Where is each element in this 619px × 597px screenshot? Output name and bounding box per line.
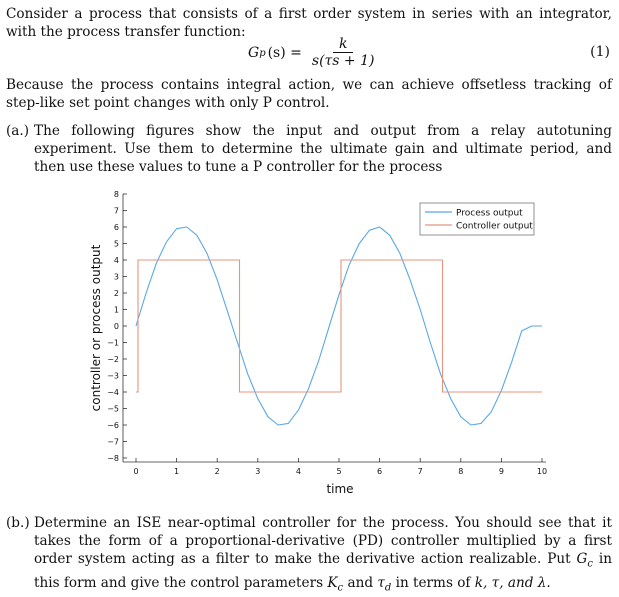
y-ticks bbox=[107, 190, 127, 463]
legend-label-controller: Controller output bbox=[456, 221, 533, 232]
part-b-gc-sub: c bbox=[587, 558, 593, 570]
eq-denominator: s(τs + 1) bbox=[311, 53, 375, 69]
x-tick-label: 3 bbox=[255, 467, 261, 476]
y-tick-label: −1 bbox=[107, 338, 119, 348]
y-axis-label: controller or process output bbox=[89, 244, 103, 412]
x-tick-label: 4 bbox=[295, 467, 301, 476]
part-b-paragraph bbox=[34, 514, 612, 597]
y-tick-label: −2 bbox=[107, 355, 119, 364]
part-a-paragraph bbox=[34, 122, 612, 176]
intro-text: Consider a process that consists of a first order system in series with an integrator, with the process transfer function: bbox=[6, 6, 612, 40]
y-tick-label: −6 bbox=[107, 421, 119, 430]
y-tick-label: 2 bbox=[113, 289, 119, 298]
series-line-controller-output bbox=[136, 260, 542, 392]
x-tick-label: 1 bbox=[174, 467, 180, 476]
part-b-kc: K bbox=[327, 574, 338, 591]
x-tick-label: 8 bbox=[458, 467, 464, 476]
part-b-taud-sub: d bbox=[384, 582, 392, 594]
part-a-label: (a.) bbox=[6, 123, 30, 139]
part-b-text-3: in terms of bbox=[395, 574, 471, 591]
eq-lhs: G bbox=[248, 45, 260, 61]
eq-lhs-sub: p bbox=[259, 47, 266, 59]
part-b-text-1: Determine an ISE near-optimal controller for the process. You should see that it takes the form of a proportional-derivative (PD) controller multiplied by a first order system acting as a filter to make the derivative action realizable. Put bbox=[34, 515, 612, 567]
transfer-function-equation bbox=[0, 34, 619, 74]
relay-autotuning-chart bbox=[84, 186, 554, 498]
x-tick-label: 6 bbox=[377, 467, 383, 476]
eq-number: (1) bbox=[590, 44, 610, 60]
part-b-label: (b.) bbox=[6, 515, 30, 531]
x-tick-label: 10 bbox=[536, 467, 548, 476]
x-tick-label: 0 bbox=[133, 467, 139, 476]
y-tick-label: 5 bbox=[113, 239, 119, 249]
y-tick-label: 1 bbox=[113, 305, 119, 315]
paragraph-2 bbox=[6, 76, 612, 112]
x-tick-label: 5 bbox=[336, 467, 342, 476]
y-tick-label: −7 bbox=[107, 437, 119, 447]
chart-legend bbox=[420, 203, 534, 235]
x-ticks bbox=[133, 458, 547, 476]
part-b-kc-sub: c bbox=[337, 582, 344, 594]
part-b-params: k, τ, and λ. bbox=[474, 574, 551, 591]
eq-lhs-arg: (s) = bbox=[267, 45, 302, 61]
series-line-process-output bbox=[136, 227, 542, 425]
eq-numerator: k bbox=[333, 36, 353, 53]
part-b-and: and bbox=[347, 574, 374, 591]
x-tick-label: 7 bbox=[417, 467, 423, 476]
eq-fraction bbox=[306, 36, 381, 70]
chart-series bbox=[136, 227, 542, 425]
x-tick-label: 2 bbox=[214, 467, 220, 476]
y-tick-label: 6 bbox=[113, 223, 119, 232]
y-tick-label: −4 bbox=[107, 388, 119, 397]
y-tick-label: −3 bbox=[107, 371, 119, 381]
legend-label-process: Process output bbox=[456, 208, 523, 219]
y-tick-label: −5 bbox=[107, 404, 119, 414]
part-a-text: The following figures show the input and output from a relay autotuning experiment. Use them to determine the ultimate gain and ultimate period, and then use these values to tune a P controller for the process bbox=[34, 123, 612, 175]
paragraph-2-text: Because the process contains integral action, we can achieve offsetless tracking of step-like set point changes with only P control. bbox=[6, 77, 612, 111]
y-tick-label: 3 bbox=[113, 272, 119, 282]
y-tick-label: 0 bbox=[113, 322, 119, 331]
x-tick-label: 9 bbox=[498, 467, 504, 476]
part-b-gc: G bbox=[576, 551, 588, 567]
part-b-text-2: in this form and give the control parameters bbox=[34, 551, 612, 591]
x-axis-label: time bbox=[326, 482, 354, 496]
y-tick-label: 8 bbox=[113, 190, 119, 199]
y-tick-label: 7 bbox=[113, 206, 119, 216]
y-tick-label: −8 bbox=[107, 454, 119, 463]
part-b-taud: τ bbox=[377, 574, 385, 591]
y-tick-label: 4 bbox=[113, 256, 119, 265]
